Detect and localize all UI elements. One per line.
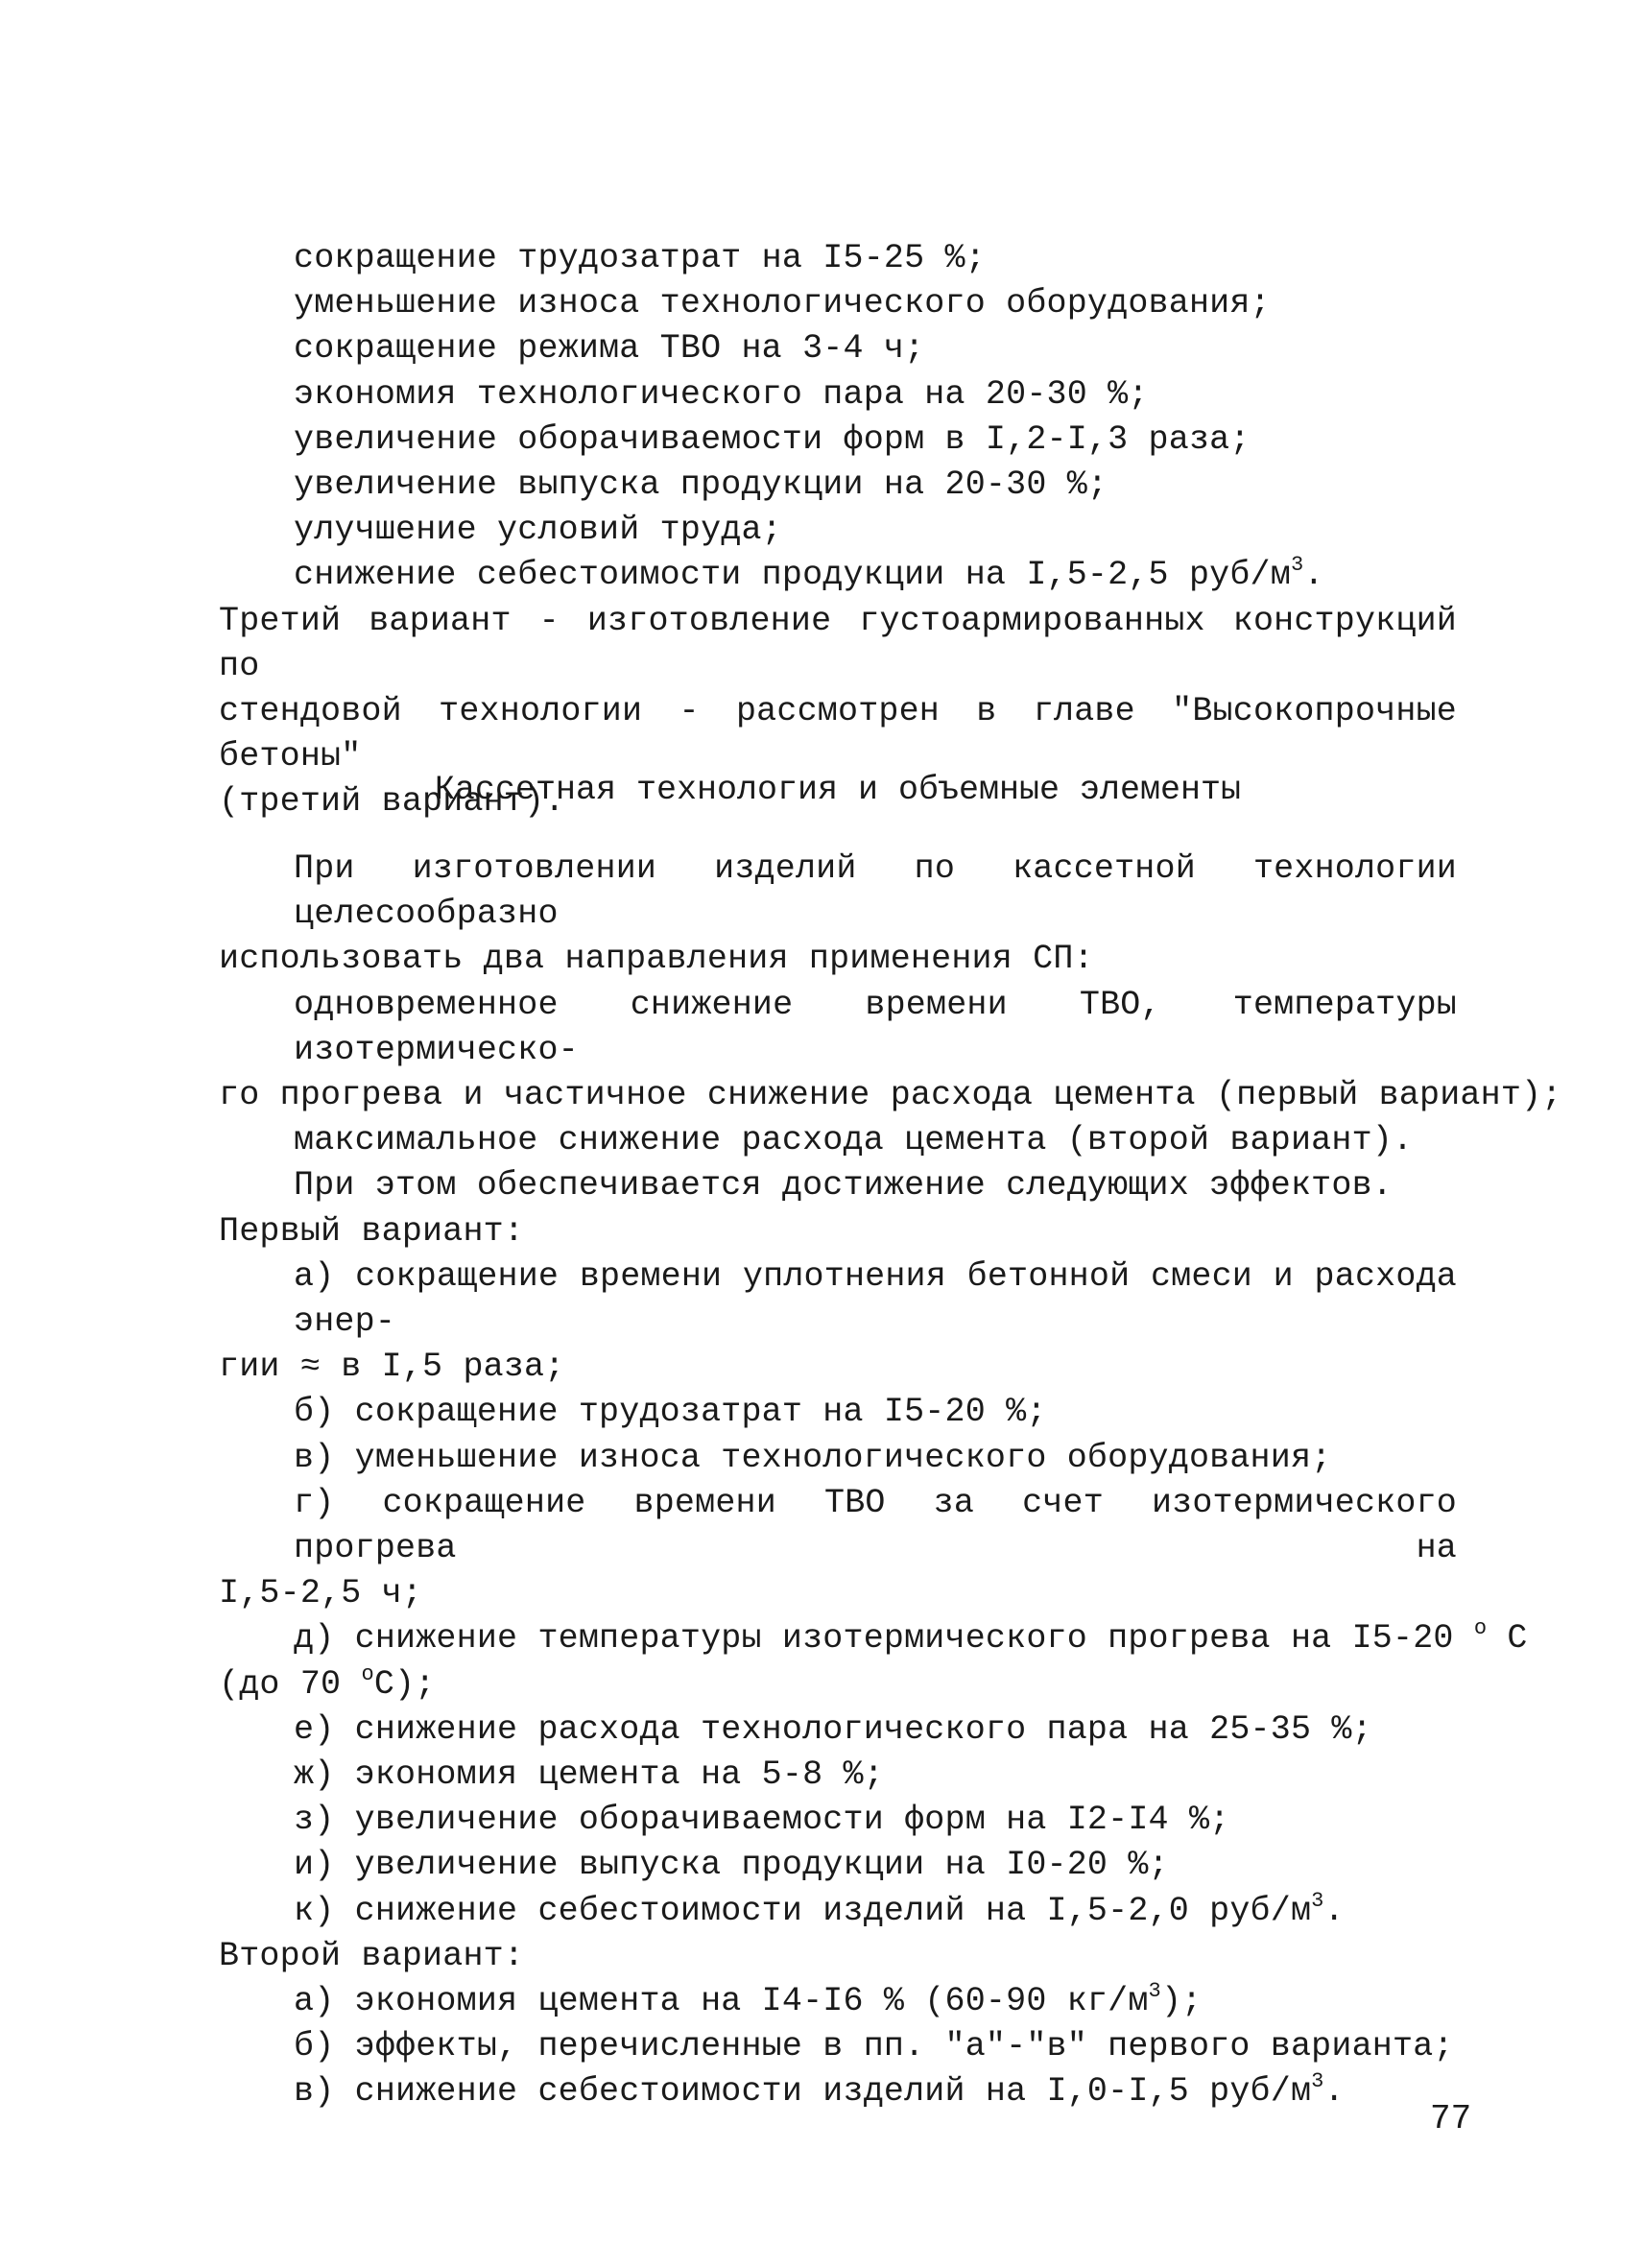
paragraph-line: го прогрева и частичное снижение расхода цемента (первый вариант); — [219, 1076, 1562, 1115]
paragraph-line: При изготовлении изделий по кассетной технологии целесообразно — [294, 849, 1457, 934]
list-item: в) уменьшение износа технологического оборудования; — [294, 1438, 1332, 1477]
list-item: к) снижение себестоимости изделий на I,5-2,0 руб/$м^3$. — [294, 1888, 1345, 1930]
list-item: улучшение условий труда; — [294, 511, 782, 550]
list-item: уменьшение износа технологического оборудования; — [294, 284, 1271, 323]
list-item: д) снижение температуры изотермического прогрева на I5-20 $^о$ С — [294, 1616, 1528, 1659]
list-item: г) сокращение времени ТВО за счет изотермического прогрева на — [294, 1483, 1457, 1568]
third-variant-line: Третий вариант - изготовление густоармированных конструкций по — [219, 601, 1457, 685]
paragraph-line: При этом обеспечивается достижение следующих эффектов. — [294, 1166, 1393, 1206]
list-item: з) увеличение оборачиваемости форм на I2-I4 %; — [294, 1801, 1230, 1840]
list-item: увеличение выпуска продукции на 20-30 %; — [294, 466, 1108, 505]
list-item: гии ≈ в I,5 раза; — [219, 1348, 565, 1387]
cassette-section-body — [219, 847, 1562, 2115]
list-item: ж) экономия цемента на 5-8 %; — [294, 1755, 884, 1795]
list-item: в) снижение себестоимости изделий на I,0-I,5 руб/$м^3$. — [294, 2069, 1345, 2112]
third-variant-line: стендовой технологии - рассмотрен в главе "Высокопрочные бетоны" — [219, 692, 1457, 776]
list-item: сокращение трудозатрат на I5-25 %; — [294, 239, 986, 277]
list-item: а) сокращение времени уплотнения бетонной смеси и расхода энер- — [294, 1256, 1457, 1342]
paragraph-line: максимальное снижение расхода цемента (второй вариант). — [294, 1121, 1414, 1160]
list-item: е) снижение расхода технологического пара на 25-35 %; — [294, 1709, 1372, 1749]
section-heading: Кассетная технология и объемные элементы — [434, 771, 1242, 809]
list-item: сокращение режима ТВО на 3-4 ч; — [294, 329, 925, 369]
list-item: увеличение оборачиваемости форм в I,2-I,3 раза; — [294, 419, 1251, 459]
list-item: снижение себестоимости продукции на I,5-2,5 руб/$м^3$. — [294, 553, 1324, 595]
list-item: а) экономия цемента на I4-I6 % (60-90 $кг/м^3$); — [294, 1979, 1203, 2021]
list-item: и) увеличение выпуска продукции на I0-20 %; — [294, 1846, 1169, 1885]
list-item: I,5-2,5 ч; — [219, 1574, 423, 1613]
list-item: б) эффекты, перечисленные в пп. "а"-"в" первого варианта; — [294, 2027, 1454, 2066]
list-item: экономия технологического пара на 20-30 %; — [294, 374, 1149, 414]
page-number: 77 — [1430, 2099, 1472, 2138]
first-variant-label: Первый вариант: — [219, 1211, 525, 1251]
paragraph-line: использовать два направления применения СП: — [219, 940, 1094, 979]
list-item: (до 70 $^о$С); — [219, 1661, 436, 1704]
list-item: б) сокращение трудозатрат на I5-20 %; — [294, 1393, 1047, 1432]
second-variant-label: Второй вариант: — [219, 1936, 525, 1975]
paragraph-line: одновременное снижение времени ТВО, температуры изотермическо- — [294, 985, 1457, 1069]
third-variant-line: (третий вариант). — [219, 782, 565, 822]
effects-list-section — [219, 236, 1457, 825]
